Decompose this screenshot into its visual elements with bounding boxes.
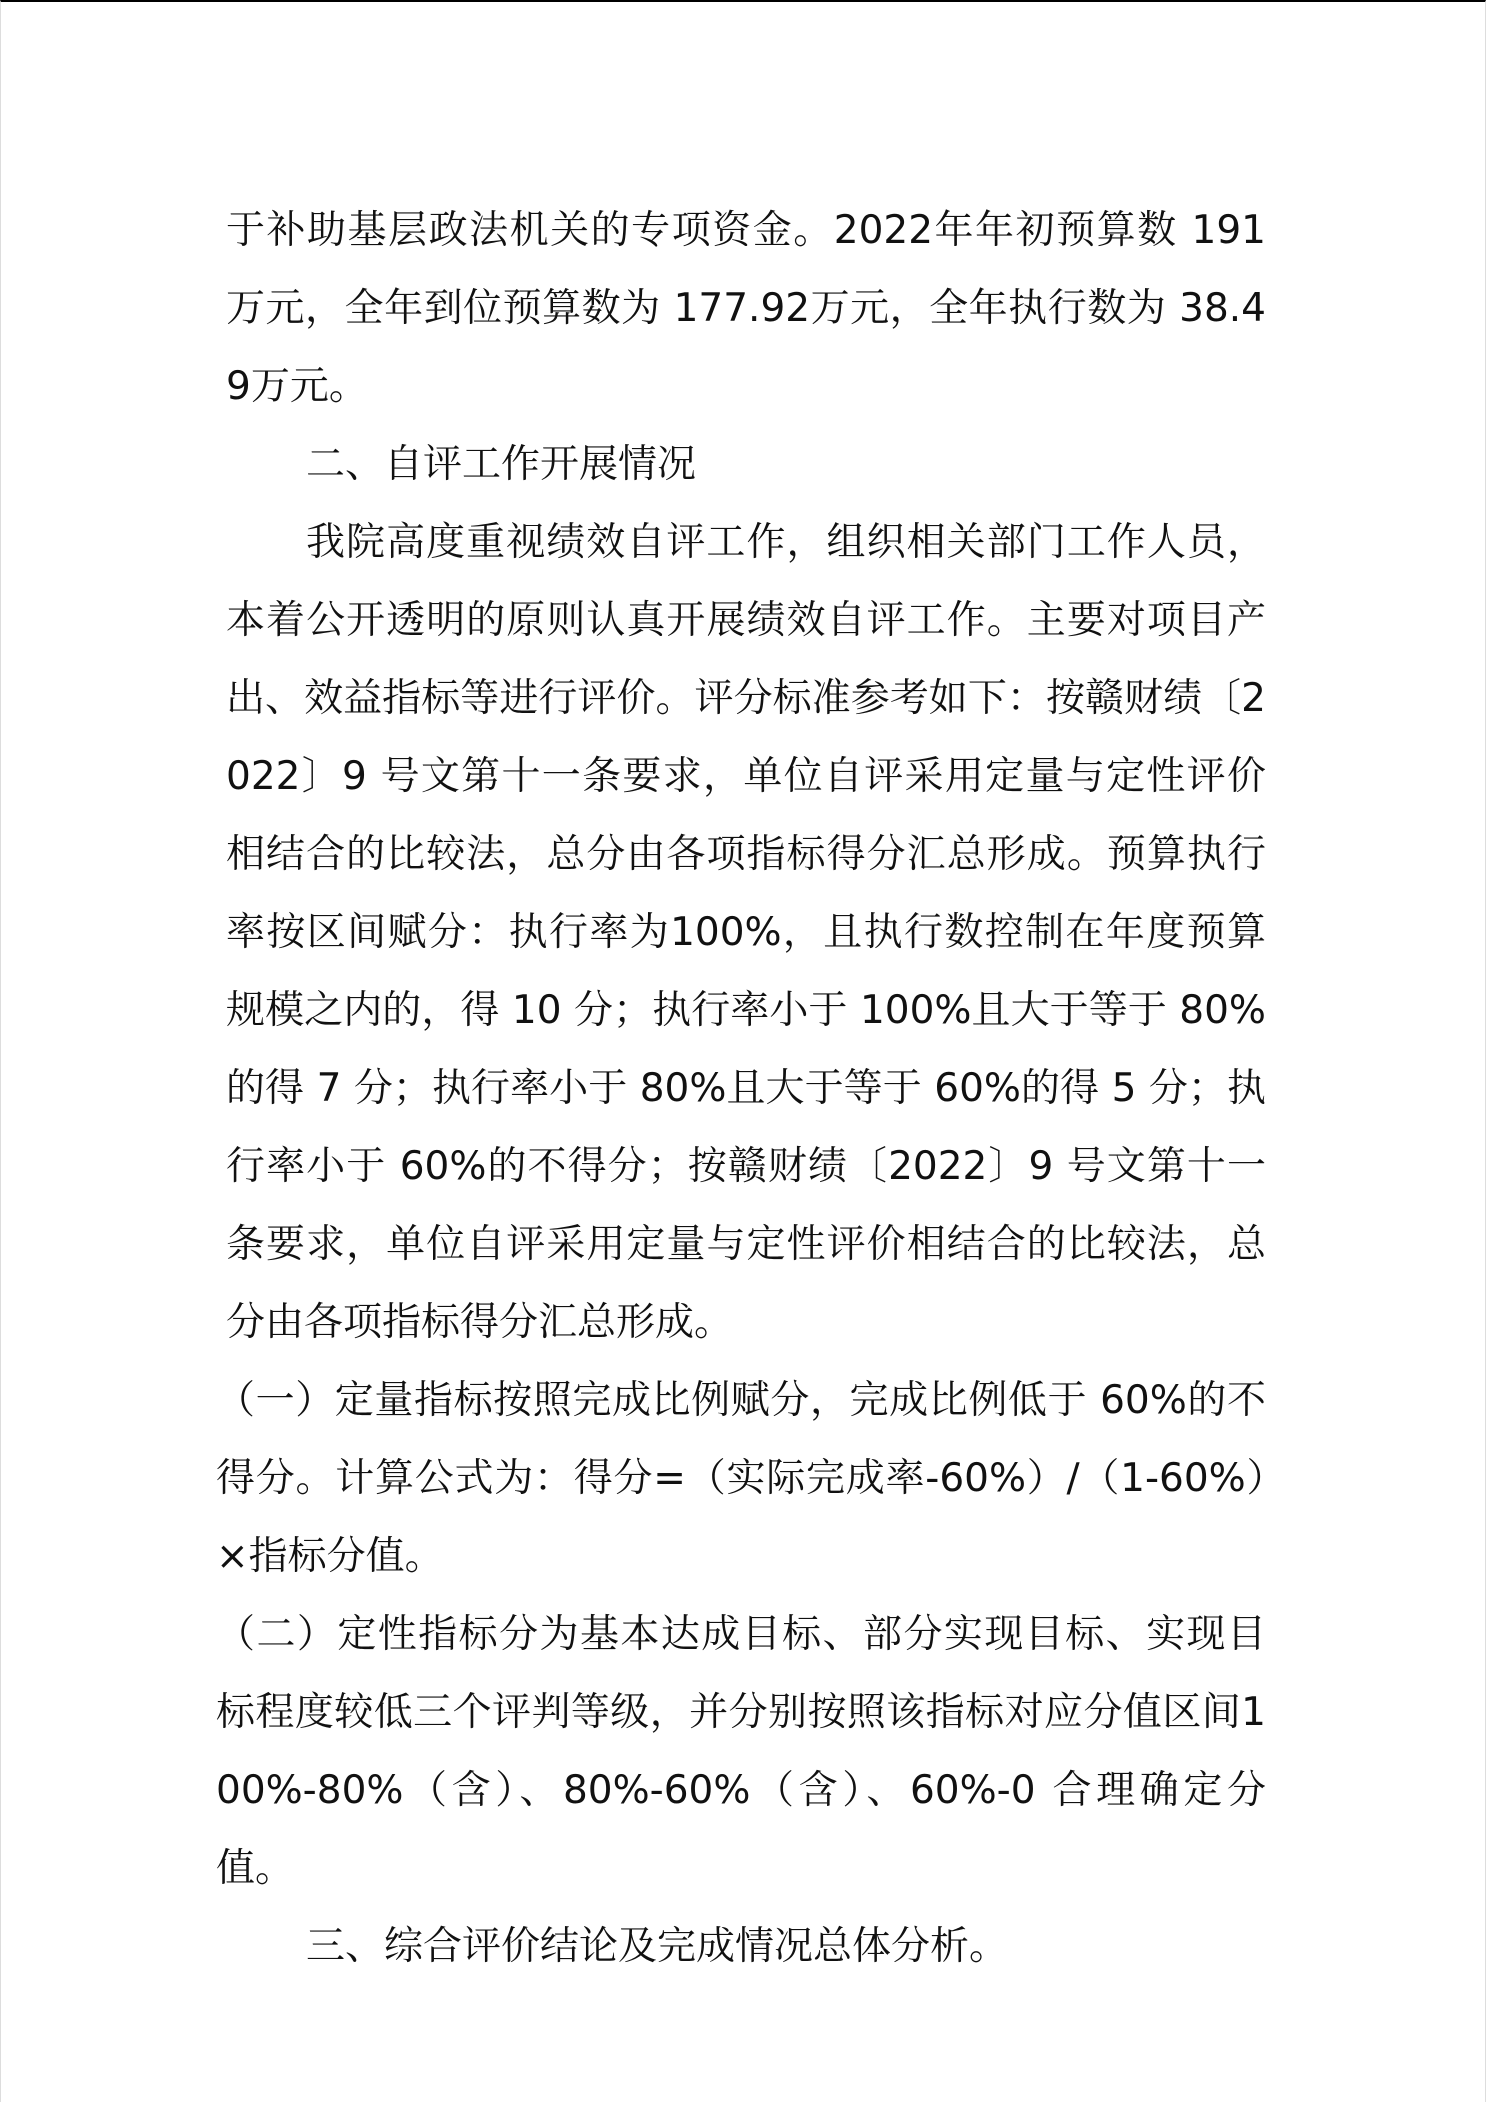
- paragraph-qualitative-indicators: （二）定性指标分为基本达成目标、部分实现目标、实现目标程度较低三个评判等级，并分别按照该指标对应分值区间100%-80%（含）、80%-60%（含）、60%-0 合理确定分值。: [216, 1612, 1266, 1891]
- paragraph-budget-summary: 于补助基层政法机关的专项资金。2022年年初预算数 191万元，全年到位预算数为 177.92万元，全年执行数为 38.49万元。: [226, 208, 1266, 409]
- document-body: [216, 192, 1266, 1986]
- heading-self-evaluation: 二、自评工作开展情况: [306, 442, 697, 487]
- paragraph-scoring-standards: 我院高度重视绩效自评工作，组织相关部门工作人员，本着公开透明的原则认真开展绩效自评工作。主要对项目产出、效益指标等进行评价。评分标准参考如下：按赣财绩〔2022〕9 号文第十一条要求，单位自评采用定量与定性评价相结合的比较法，总分由各项指标得分汇总形成。预算执行率按区间赋分：执行率为100%，且执行数控制在年度预算规模之内的，得 10 分；执行率小于 100%且大于等于 80%的得 7 分；执行率小于 80%且大于等于 60%的得 5 分；执行率小于 60%的不得分；按赣财绩〔2022〕9 号文第十一条要求，单位自评采用定量与定性评价相结合的比较法，总分由各项指标得分汇总形成。: [226, 520, 1266, 1345]
- heading-overall-conclusion: 三、综合评价结论及完成情况总体分析。: [306, 1924, 1009, 1969]
- paragraph-quantitative-indicators: （一）定量指标按照完成比例赋分，完成比例低于 60%的不得分。计算公式为：得分=（实际完成率-60%）/（1-60%）×指标分值。: [216, 1378, 1266, 1579]
